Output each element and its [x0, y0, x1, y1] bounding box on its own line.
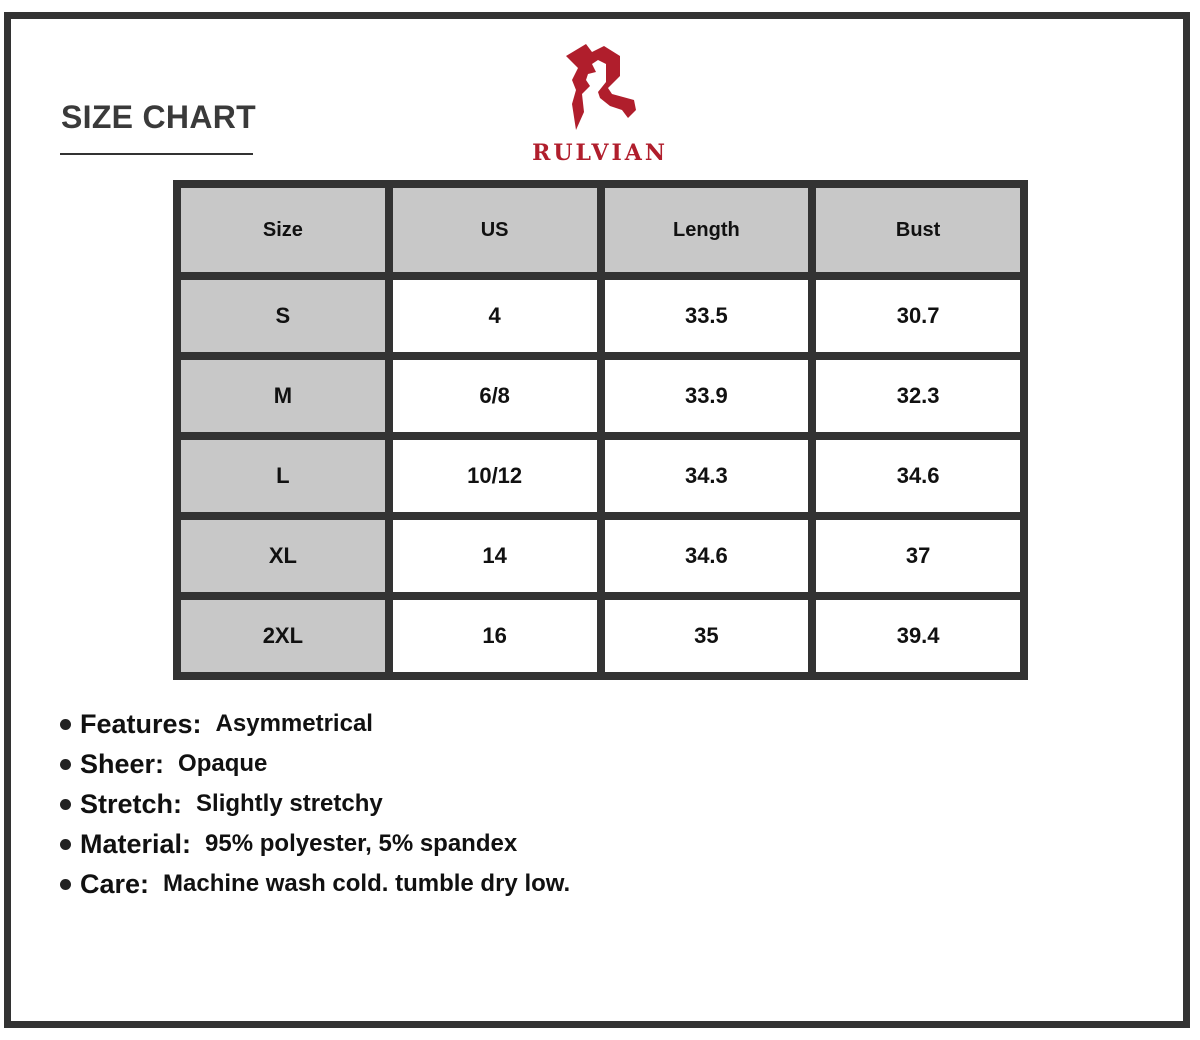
- length-cell: 35: [605, 600, 809, 672]
- feature-value: Machine wash cold. tumble dry low.: [163, 870, 571, 897]
- feature-label: Care:: [80, 868, 150, 899]
- r-monogram-icon: [560, 40, 640, 136]
- size-cell: 2XL: [181, 600, 385, 672]
- us-cell: 14: [393, 520, 597, 592]
- bust-cell: 32.3: [816, 360, 1020, 432]
- page-title: SIZE CHART: [61, 99, 256, 135]
- feature-label: Stretch:: [80, 788, 183, 819]
- size-cell: L: [181, 440, 385, 512]
- us-cell: 6/8: [393, 360, 597, 432]
- length-cell: 34.6: [605, 520, 809, 592]
- bust-cell: 39.4: [816, 600, 1020, 672]
- feature-list: [60, 704, 570, 904]
- size-cell: XL: [181, 520, 385, 592]
- us-cell: 16: [393, 600, 597, 672]
- feature-label: Features:: [80, 708, 202, 739]
- bullet-icon: [60, 759, 71, 770]
- bullet-icon: [60, 839, 71, 850]
- size-cell: M: [181, 360, 385, 432]
- feature-value: Opaque: [178, 750, 268, 777]
- list-item: [60, 704, 570, 744]
- bullet-icon: [60, 719, 71, 730]
- us-cell: 10/12: [393, 440, 597, 512]
- table-header-row: [181, 188, 1020, 272]
- feature-value: 95% polyester, 5% spandex: [205, 830, 518, 857]
- title-underline: [60, 153, 253, 155]
- bullet-icon: [60, 799, 71, 810]
- feature-label: Sheer:: [80, 748, 165, 779]
- table-row: [181, 280, 1020, 352]
- length-cell: 33.5: [605, 280, 809, 352]
- table-row: [181, 360, 1020, 432]
- size-cell: S: [181, 280, 385, 352]
- us-cell: 4: [393, 280, 597, 352]
- length-cell: 34.3: [605, 440, 809, 512]
- table-row: [181, 440, 1020, 512]
- feature-label: Material:: [80, 828, 192, 859]
- header-cell: Size: [181, 188, 385, 272]
- header-cell: Bust: [816, 188, 1020, 272]
- size-table: [173, 180, 1028, 680]
- length-cell: 33.9: [605, 360, 809, 432]
- bust-cell: 30.7: [816, 280, 1020, 352]
- list-item: [60, 824, 570, 864]
- header-cell: Length: [605, 188, 809, 272]
- table-row: [181, 600, 1020, 672]
- list-item: [60, 744, 570, 784]
- table-row: [181, 520, 1020, 592]
- header-cell: US: [393, 188, 597, 272]
- list-item: [60, 864, 570, 904]
- bullet-icon: [60, 879, 71, 890]
- brand-logo: [520, 40, 680, 170]
- bust-cell: 34.6: [816, 440, 1020, 512]
- brand-name: RULVIAN: [532, 140, 668, 166]
- list-item: [60, 784, 570, 824]
- feature-value: Slightly stretchy: [196, 790, 383, 817]
- bust-cell: 37: [816, 520, 1020, 592]
- feature-value: Asymmetrical: [215, 710, 373, 737]
